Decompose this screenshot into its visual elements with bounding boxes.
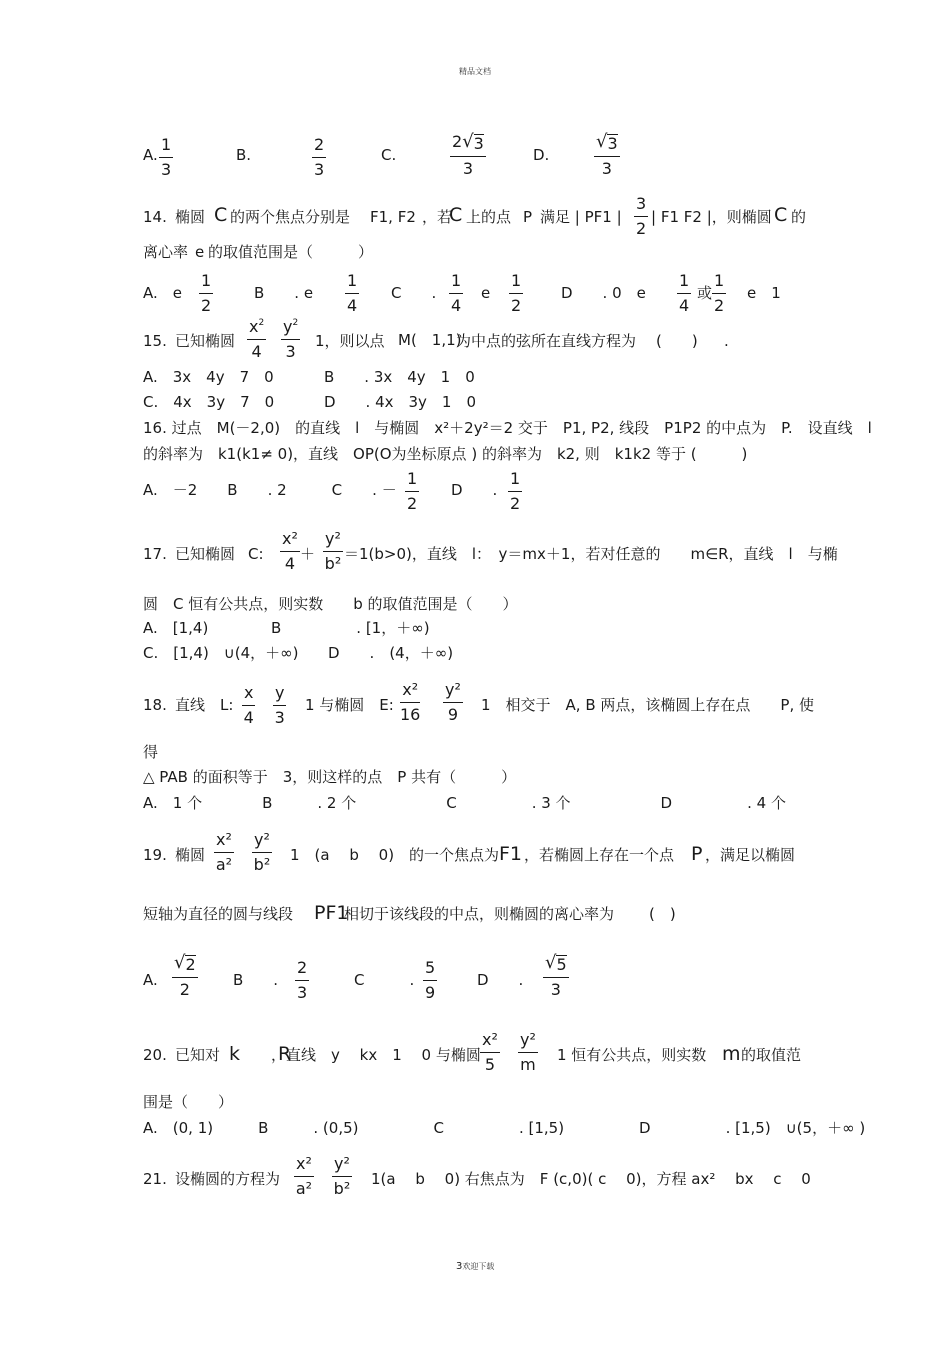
q18-line-2: 得 [143,743,159,761]
q18-x-fraction [242,685,255,726]
fraction-numerator [594,131,620,157]
q15-x-fraction [247,319,266,360]
q20-y-fraction [518,1032,538,1073]
q15-dot: . [724,332,729,350]
q17-option-d: D . (4，＋∞) [328,644,454,662]
fraction-numerator: 1 [449,273,463,294]
q19-text-3: ，若椭圆上存在一个点 [524,846,675,864]
q19-paren: ( ) [649,905,676,923]
q17-c-label: C: [248,545,264,563]
fraction-numerator: 1 [345,273,359,294]
q19-x-fraction [214,832,234,873]
q17-x-fraction [280,531,300,572]
q19-option-a-fraction [172,952,198,999]
q14-option-d-fraction-1 [677,273,691,314]
q18-ellipse-x-fraction [400,682,420,723]
q14-option-c-fraction-2 [509,273,523,314]
q14-option-d-tail: e 1 [747,284,781,302]
q14-c-symbol: C [214,204,228,226]
q15-text-2: 1，则以点 [315,332,385,350]
q18-y-fraction [273,685,286,726]
fraction-denominator: 3 [297,983,308,1002]
q15-y-fraction [281,319,300,360]
fraction-numerator: x² [480,1032,500,1053]
q14-option-c-fraction-1 [449,273,463,314]
fraction-denominator: 4 [451,296,462,315]
q15-option-b: B . 3x 4y 1 0 [324,368,475,386]
q16-line-2: 的斜率为 k1(k1≠ 0)，直线 OP(O为坐标原点 ) 的斜率为 k2, 则 k1k2 等于 ( ) [143,445,748,463]
fraction-numerator: 5 [423,960,437,981]
q19-option-a: A. [143,971,158,989]
fraction-denominator: 3 [314,160,325,179]
q19-number: 19. [143,846,167,864]
q19-option-d-fraction [543,952,569,999]
fraction-denominator: 2 [179,980,190,999]
q19-y-fraction [252,832,272,873]
q14-c-symbol-3: C [774,204,788,226]
q19-text-1: 椭圆 [175,846,206,864]
q14-text-2: 的两个焦点分别是 [230,208,351,226]
q16-option-c-fraction [405,471,419,512]
fraction-denominator: 9 [447,705,459,724]
fraction-numerator: 1 [712,273,726,294]
fraction-denominator: a² [215,855,233,874]
q15-point-m: M( 1,1) [398,331,462,349]
radicand: 2 [185,955,196,974]
fraction-denominator: 5 [484,1055,496,1074]
q19-p-symbol: P [691,843,703,865]
fraction-numerator [543,952,569,978]
q17-option-a: A. [1,4) [143,619,209,637]
q14-fraction [634,196,648,237]
q18-options: A. 1 个 B . 2 个 C . 3 个 D . 4 个 [143,794,786,812]
fraction-numerator: x² [280,531,300,552]
q18-text-1: 直线 L: [175,696,234,714]
q19-option-d: D . [477,971,524,989]
q19-text-4: ，满足以椭圆 [705,846,796,864]
q20-text-4: 的取值范 [741,1046,802,1064]
fraction-numerator: y² [323,531,343,552]
q14-text-6: | F1 F2 |，则椭圆 [651,208,772,226]
q21-text-2: 1(a b 0) 右焦点为 F (c,0)( c 0)，方程 ax² bx c 0 [371,1170,811,1188]
footer-text: 欢迎下载 [462,1262,495,1271]
q15-paren: ( ) [656,332,698,350]
q14-e-symbol: e [195,243,205,261]
fraction-denominator: 2 [714,296,725,315]
radicand: 5 [556,955,567,974]
q16-options: A. －2 B . 2 C . － [143,481,397,499]
q20-options: A. (0, 1) B . (0,5) C . [1,5) D . [1,5) ∪(5，＋∞ ) [143,1119,866,1137]
radicand: 3 [473,134,484,153]
q17-text-1: 已知椭圆 [175,545,236,563]
fraction-numerator: y² [252,832,272,853]
q19-text-2: 1 (a b 0) 的一个焦点为 [290,846,500,864]
q14-text-1: 椭圆 [175,208,206,226]
q20-line-2: 围是（ ） [143,1093,234,1111]
q18-text-3: 1 相交于 A, B 两点，该椭圆上存在点 P, 使 [481,696,814,714]
q17-line-2: 圆 C 恒有公共点，则实数 b 的取值范围是（ ） [143,595,518,613]
fraction-numerator: y² [518,1032,538,1053]
q14-option-d-or: 或 [697,284,713,302]
fraction-denominator: 2 [636,219,647,238]
fraction-denominator: 3 [601,159,612,178]
q14-option-c: C . [391,284,437,302]
q15-text-3: 为中点的弦所在直线方程为 [456,332,637,350]
q14-text-3: ，若 [422,208,453,226]
variable: x [249,317,259,336]
fraction-numerator: y [273,685,286,706]
q21-x-fraction [294,1156,314,1197]
fraction-numerator: 1 [508,471,522,492]
q14-option-d-fraction-2 [712,273,726,314]
fraction-numerator: y² [443,682,463,703]
fraction-denominator: 3 [274,708,285,727]
q16-option-d: D . [451,481,498,499]
fraction-denominator: a² [295,1179,313,1198]
fraction-denominator: b² [253,855,271,874]
q15-option-d: D . 4x 3y 1 0 [324,393,477,411]
q19-segment-pf1: PF1 [314,902,349,924]
q14-number: 14. [143,208,167,226]
fraction-numerator: x [242,685,255,706]
q17-option-b: B . [1，＋∞) [271,619,430,637]
fraction-numerator [450,131,486,157]
q17-plus: ＋ [300,545,316,563]
sqrt-symbol: √ 3 [462,131,484,153]
q14-option-c-e: e [481,284,491,302]
fraction-denominator: 2 [407,494,418,513]
q19-option-c-fraction [423,960,437,1001]
q21-text-1: 设椭圆的方程为 [175,1170,281,1188]
q20-x-fraction [480,1032,500,1073]
fraction-numerator: 1 [405,471,419,492]
fraction-numerator [247,319,266,340]
fraction-denominator: 16 [400,705,421,724]
fraction-denominator: 9 [425,983,436,1002]
sqrt-symbol: √ 3 [596,131,618,153]
exponent: 2 [258,318,265,328]
fraction-denominator: b² [333,1179,351,1198]
fraction-numerator: 2 [312,137,326,158]
fraction-denominator: 3 [161,160,172,179]
coefficient: 2 [452,132,463,151]
fraction-denominator: 4 [347,296,358,315]
header-watermark: 精品文档 [459,67,491,76]
sqrt-symbol: √ 2 [174,952,196,974]
fraction-numerator: 1 [677,273,691,294]
q19-option-b-fraction [295,960,309,1001]
fraction-denominator: 2 [201,296,212,315]
q17-y-fraction [323,531,343,572]
fraction-numerator: 1 [509,273,523,294]
variable: y [283,317,293,336]
q20-k-in-r: k R [229,1043,292,1065]
q15-option-a: A. 3x 4y 7 0 [143,368,274,386]
page-number: 3 [456,1261,463,1272]
q17-number: 17. [143,545,167,563]
q13-option-b-label: B. [236,146,252,164]
fraction-numerator [281,319,300,340]
q16-option-d-fraction [508,471,522,512]
q14-line-2: 离心率 [143,243,189,261]
q18-line-3: △ PAB 的面积等于 3，则这样的点 P 共有（ ） [143,768,517,786]
q14-text-4: 上的点 [466,208,512,226]
fraction-numerator: x² [294,1156,314,1177]
q18-ellipse-y-fraction [443,682,463,723]
fraction-numerator: y² [332,1156,352,1177]
fraction-numerator: 1 [159,137,173,158]
radicand: 3 [607,134,618,153]
fraction-denominator: 4 [251,342,262,361]
q13-option-d-fraction [594,131,620,178]
fraction-denominator: 4 [284,554,296,573]
fraction-denominator: 3 [550,980,561,999]
fraction-numerator: 2 [295,960,309,981]
q13-option-a-label: A. [143,146,158,164]
q14-option-b: B . e [254,284,314,302]
fraction-denominator: 4 [679,296,690,315]
sqrt-symbol: √ 5 [545,952,567,974]
q14-option-a: A. e [143,284,182,302]
q14-option-b-fraction [345,273,359,314]
q20-text-3: 1 恒有公共点，则实数 [557,1046,707,1064]
q15-text-1: 已知椭圆 [175,332,236,350]
fraction-numerator: 3 [634,196,648,217]
fraction-denominator: m [520,1055,536,1074]
q13-option-d-label: D. [533,146,550,164]
fraction-numerator: 1 [199,273,213,294]
fraction-numerator: x² [400,682,420,703]
q14-p-symbol: P [523,208,533,226]
q19-line-2: 短轴为直径的圆与线段 [143,905,294,923]
exponent: 2 [292,318,299,328]
q21-y-fraction [332,1156,352,1197]
q20-text-1: 已知对 [175,1046,221,1064]
q19-focus-f1: F1 [499,843,523,865]
q17-text-2: ＝1(b>0)，直线 l： y＝mx＋1，若对任意的 m∈R，直线 l 与椭 [344,545,838,563]
q13-option-a-fraction [159,137,173,178]
q13-option-c-fraction [450,131,486,178]
fraction-numerator [172,952,198,978]
fraction-denominator: 2 [511,296,522,315]
q17-option-c: C. [1,4) ∪(4，＋∞) [143,644,299,662]
q20-number: 20. [143,1046,167,1064]
q19-option-c: C . [354,971,415,989]
fraction-numerator: x² [214,832,234,853]
fraction-denominator: b² [324,554,342,573]
q19-line-2b: 相切于该线段的中点，则椭圆的离心率为 [344,905,615,923]
q15-option-c: C. 4x 3y 7 0 [143,393,275,411]
q16-line-1: 16. 过点 M(－2,0) 的直线 l 与椭圆 x²＋2y²＝2 交于 P1, P2, 线段 P1P2 的中点为 P. 设直线 l [143,419,872,437]
fraction-denominator: 3 [285,342,296,361]
fraction-denominator: 4 [243,708,254,727]
q13-option-b-fraction [312,137,326,178]
q13-option-c-label: C. [381,146,397,164]
q14-text-7: 的 [791,208,807,226]
q20-m-symbol: m [722,1043,741,1065]
q14-foci: F1, F2 [370,208,416,226]
q21-number: 21. [143,1170,167,1188]
q15-number: 15. [143,332,167,350]
q14-text-5: 满足 | PF1 | [540,208,622,226]
fraction-denominator: 2 [510,494,521,513]
q20-text-2: ，直线 y kx 1 0 与椭圆 [271,1046,481,1064]
q14-option-d: D . 0 e [561,284,646,302]
q19-option-b: B . [233,971,279,989]
q18-number: 18. [143,696,167,714]
fraction-denominator: 3 [462,159,474,178]
q18-text-2: 1 与椭圆 E: [305,696,394,714]
q14-line-2b: 的取值范围是（ ） [208,243,374,261]
page-footer [456,1262,494,1272]
q14-c-symbol-2: C [449,204,463,226]
q14-option-a-fraction [199,273,213,314]
